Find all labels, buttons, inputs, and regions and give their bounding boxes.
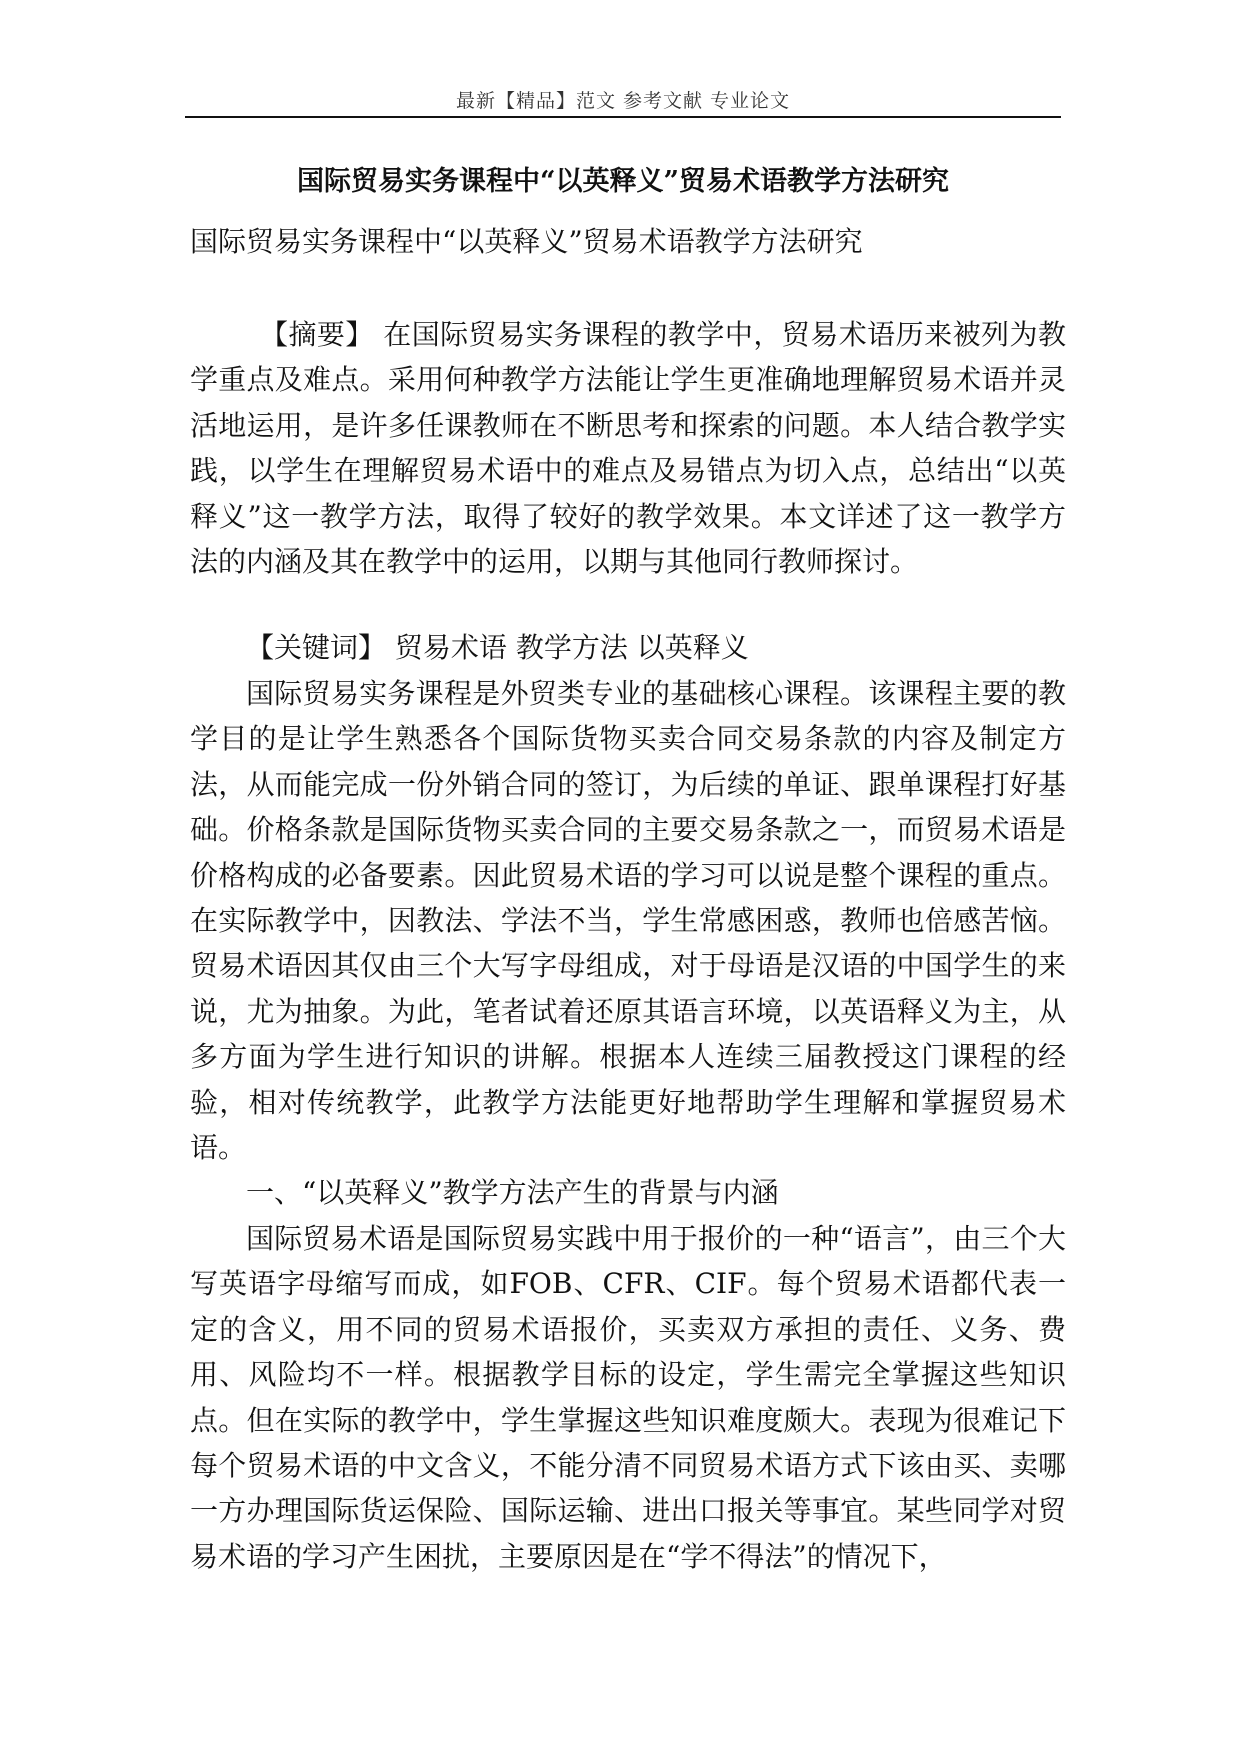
document-title: 国际贸易实务课程中“以英释义”贸易术语教学方法研究 <box>296 166 950 197</box>
body-paragraph: 国际贸易实务课程是外贸类专业的基础核心课程。该课程主要的教学目的是让学生熟悉各个国际货物买卖合同交易条款的内容及制定方法，从而能完成一份外销合同的签订，为后续的单证、跟单课程打好基础。价格条款是国际货物买卖合同的主要交易条款之一，而贸易术语是价格构成的必备要素。因此贸易术语的学习可以说是整个课程的重点。在实际教学中，因教法、学法不当，学生常感困惑，教师也倍感苦恼。贸易术语因其仅由三个大写字母组成，对于母语是汉语的中国学生的来说，尤为抽象。为此，笔者试着还原其语言环境，以英语释义为主，从多方面为学生进行知识的讲解。根据本人连续三届教授这门课程的经验，相对传统教学，此教学方法能更好地帮助学生理解和掌握贸易术语。 <box>190 677 1066 1165</box>
keywords-label: 【关键词】 <box>246 631 387 664</box>
main-body <box>190 671 1066 1579</box>
abstract-label: 【摘要】 <box>260 318 374 351</box>
document-subtitle: 国际贸易实务课程中“以英释义”贸易术语教学方法研究 <box>190 225 863 258</box>
page-header: 最新【精品】范文 参考文献 专业论文 <box>455 90 791 112</box>
header-divider <box>185 116 1061 118</box>
abstract-text: 在国际贸易实务课程的教学中，贸易术语历来被列为教学重点及难点。采用何种教学方法能让学生更准确地理解贸易术语并灵活地运用，是许多任课教师在不断思考和探索的问题。本人结合教学实践，以学生在理解贸易术语中的难点及易错点为切入点，总结出“以英释义”这一教学方法，取得了较好的教学效果。本文详述了这一教学方法的内涵及其在教学中的运用，以期与其他同行教师探讨。 <box>190 318 1066 579</box>
section-heading: 一、“以英释义”教学方法产生的背景与内涵 <box>246 1176 779 1210</box>
keywords-text: 贸易术语 教学方法 以英释义 <box>386 631 749 664</box>
body-paragraph: 国际贸易术语是国际贸易实践中用于报价的一种“语言”，由三个大写英语字母缩写而成，如FOB、CFR、CIF。每个贸易术语都代表一定的含义，用不同的贸易术语报价，买卖双方承担的责任、义务、费用、风险均不一样。根据教学目标的设定，学生需完全掌握这些知识点。但在实际的教学中，学生掌握这些知识难度颇大。表现为很难记下每个贸易术语的中文含义，不能分清不同贸易术语方式下该由买、卖哪一方办理国际货运保险、国际运输、进出口报关等事宜。某些同学对贸易术语的学习产生困扰，主要原因是在“学不得法”的情况下， <box>190 1221 1066 1573</box>
keywords <box>190 625 1066 670</box>
abstract <box>190 312 1066 584</box>
